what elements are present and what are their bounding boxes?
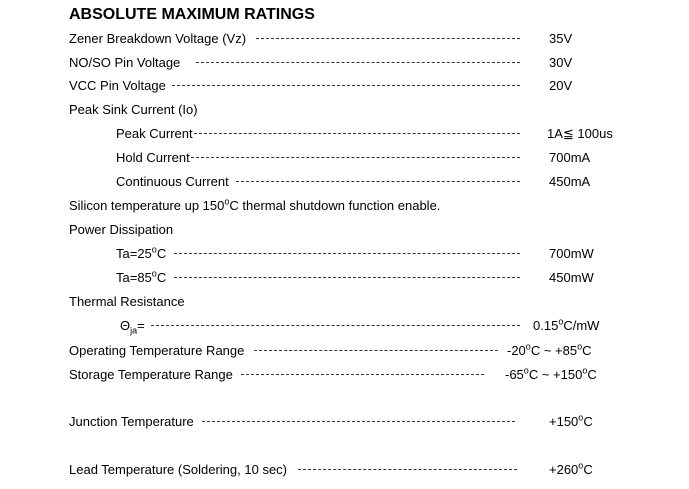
rating-value: 30V [549,55,573,70]
value-prefix: 0.15 [533,318,559,333]
label-prefix: Ta=85 [116,270,152,285]
leader-dashes [174,253,520,254]
value-prefix: -20 [507,343,526,358]
degree-sign: o [558,316,564,327]
rating-value: 700mW [549,246,594,261]
leader-dashes [298,469,517,470]
theta-symbol: Θ [120,318,131,333]
degree-sign: o [151,268,157,279]
degree-sign: o [525,341,531,352]
label-suffix: C [156,246,167,261]
leader-dashes [172,85,520,86]
rating-label: VCC Pin Voltage [69,78,166,93]
value-middle: C ~ +85 [530,343,578,358]
degree-sign: o [151,244,157,255]
rating-label: Operating Temperature Range [69,343,245,358]
rating-value: 700mA [549,150,591,165]
value-middle: C ~ +150 [528,367,583,382]
degree-sign: o [224,196,230,207]
rating-value [549,460,593,480]
degree-sign: o [578,460,584,471]
leader-dashes [236,181,520,182]
leader-dashes [174,277,520,278]
rating-label: NO/SO Pin Voltage [69,55,181,70]
heading-thermal-resistance: Thermal Resistance [69,294,185,309]
rating-value [533,316,599,336]
value-suffix: C [582,343,592,358]
rating-value [549,412,593,432]
rating-label: Peak Current [116,126,193,141]
value-suffix: C [583,462,593,477]
rating-label: Continuous Current [116,174,229,189]
silicon-note-suffix: C thermal shutdown function enable. [229,198,441,213]
value-suffix: C [583,414,593,429]
rating-value: 450mA [549,174,591,189]
rating-label [116,268,166,288]
leader-dashes [151,325,520,326]
label-suffix: = [137,318,145,333]
heading-power-dissipation: Power Dissipation [69,222,174,237]
leader-dashes [202,421,515,422]
heading-peak-sink-current: Peak Sink Current (Io) [69,102,198,117]
rating-label [120,316,145,336]
leader-dashes [241,374,484,375]
rating-value [505,365,597,385]
rating-label: Lead Temperature (Soldering, 10 sec) [69,462,287,477]
value-prefix: -65 [505,367,524,382]
rating-value: 20V [549,78,573,93]
degree-sign: o [578,412,584,423]
leader-dashes [194,133,520,134]
subscript-ja: ja [130,325,138,336]
leader-dashes [191,157,520,158]
rating-label: Junction Temperature [69,414,194,429]
value-suffix: C/mW [563,318,600,333]
degree-sign: o [582,365,588,376]
degree-sign: o [577,341,583,352]
degree-sign: o [523,365,529,376]
leader-dashes [254,350,498,351]
label-prefix: Ta=25 [116,246,152,261]
rating-label: Zener Breakdown Voltage (Vz) [69,31,247,46]
section-title: ABSOLUTE MAXIMUM RATINGS [69,6,315,23]
rating-label: Storage Temperature Range [69,367,233,382]
leader-dashes [256,38,520,39]
rating-value [507,341,591,361]
rating-value: 35V [549,31,573,46]
value-prefix: +260 [549,462,579,477]
rating-value: 450mW [549,270,594,285]
rating-label [116,244,166,264]
rating-label: Hold Current [116,150,190,165]
silicon-shutdown-note [69,196,440,216]
rating-value: 1A≦ 100us [547,126,613,141]
silicon-note-prefix: Silicon temperature up 150 [69,198,225,213]
value-prefix: +150 [549,414,579,429]
value-suffix: C [587,367,597,382]
leader-dashes [196,62,520,63]
label-suffix: C [156,270,167,285]
